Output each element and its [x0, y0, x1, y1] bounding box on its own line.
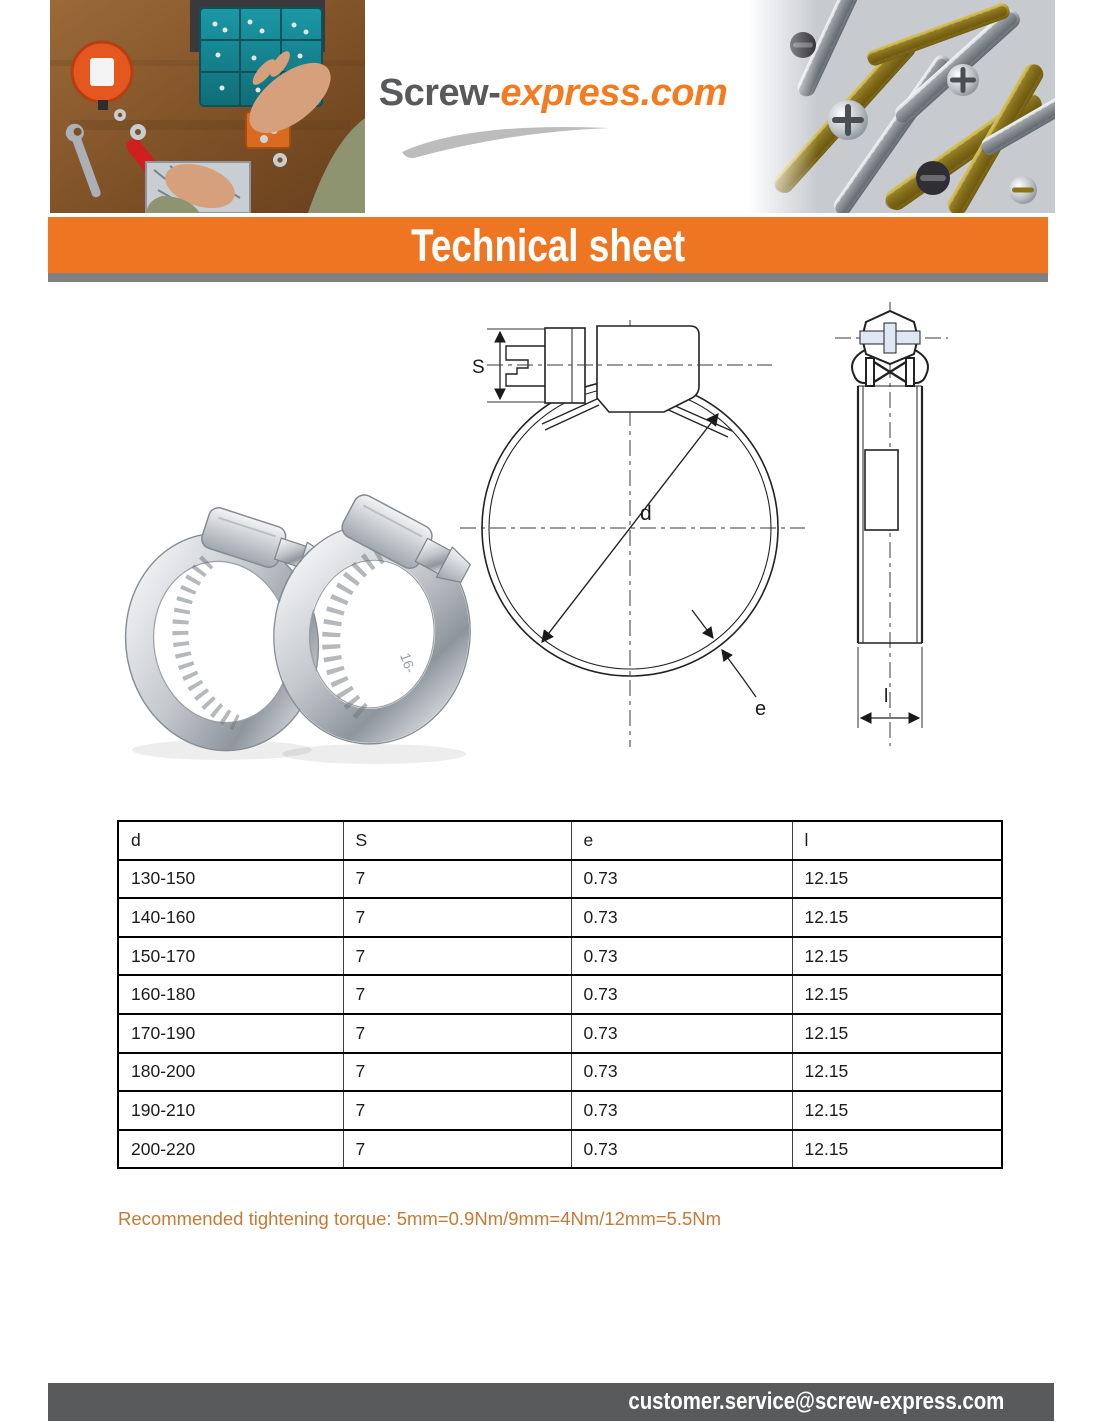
table-cell: 0.73 — [571, 1053, 792, 1092]
table-cell: 0.73 — [571, 1130, 792, 1169]
table-cell: 0.73 — [571, 860, 792, 899]
table-cell: 7 — [343, 1053, 571, 1092]
column-header-e: e — [571, 821, 792, 860]
logo-text-express: express.com — [500, 72, 728, 114]
table-cell: 12.15 — [792, 975, 1002, 1014]
contact-email: customer.service@screw-express.com — [628, 1388, 1004, 1415]
table-cell: 0.73 — [571, 1014, 792, 1053]
table-cell: 160-180 — [118, 975, 343, 1014]
table-cell: 12.15 — [792, 1130, 1002, 1169]
table-row — [118, 975, 1002, 1014]
column-header-d: d — [118, 821, 343, 860]
dim-label-s: S — [472, 357, 485, 378]
table-cell: 190-210 — [118, 1091, 343, 1130]
logo-swoosh — [398, 118, 613, 160]
table-cell: 7 — [343, 898, 571, 937]
table-cell: 170-190 — [118, 1014, 343, 1053]
table-cell: 0.73 — [571, 975, 792, 1014]
table-cell: 12.15 — [792, 898, 1002, 937]
clamp-side-view-drawing — [820, 298, 1000, 750]
table-cell: 0.73 — [571, 937, 792, 976]
table-cell: 7 — [343, 860, 571, 899]
table-row — [118, 1014, 1002, 1053]
screws-pile-photo — [748, 0, 1055, 213]
table-cell: 0.73 — [571, 1091, 792, 1130]
dim-label-d: d — [640, 502, 652, 525]
torque-note: Recommended tightening torque: 5mm=0.9Nm/9mm=4Nm/12mm=5.5Nm — [118, 1208, 722, 1229]
hose-clamps-photo — [112, 462, 477, 767]
table-cell: 0.73 — [571, 898, 792, 937]
logo-text-screw: Screw- — [378, 72, 501, 114]
banner-title: Technical sheet — [410, 219, 686, 271]
table-cell: 7 — [343, 937, 571, 976]
table-cell: 130-150 — [118, 860, 343, 899]
table-cell: 12.15 — [792, 1091, 1002, 1130]
table-cell: 12.15 — [792, 1053, 1002, 1092]
table-cell: 7 — [343, 1130, 571, 1169]
table-header-row — [118, 821, 1002, 860]
dim-label-l: l — [884, 686, 889, 707]
table-row — [118, 1053, 1002, 1092]
table-row — [118, 860, 1002, 899]
column-header-s: S — [343, 821, 571, 860]
table-cell: 7 — [343, 1014, 571, 1053]
table-cell: 12.15 — [792, 937, 1002, 976]
banner-divider — [48, 273, 1048, 282]
footer-bar — [48, 1383, 1054, 1421]
table-cell: 200-220 — [118, 1130, 343, 1169]
table-row — [118, 937, 1002, 976]
workbench-photo — [50, 0, 365, 213]
table-cell: 12.15 — [792, 1014, 1002, 1053]
table-body — [118, 860, 1002, 1169]
dimensions-table — [117, 820, 1003, 1169]
column-header-l: l — [792, 821, 1002, 860]
table-cell: 180-200 — [118, 1053, 343, 1092]
table-cell: 7 — [343, 1091, 571, 1130]
table-row — [118, 1091, 1002, 1130]
svg-text:16-: 16- — [397, 650, 419, 676]
site-logo — [368, 74, 738, 112]
technical-sheet-banner — [48, 217, 1048, 273]
table-row — [118, 898, 1002, 937]
clamp-front-view-drawing — [460, 298, 805, 747]
table-cell: 150-170 — [118, 937, 343, 976]
table-cell: 7 — [343, 975, 571, 1014]
dim-label-e: e — [755, 698, 767, 720]
table-cell: 12.15 — [792, 860, 1002, 899]
table-row — [118, 1130, 1002, 1169]
table-cell: 140-160 — [118, 898, 343, 937]
